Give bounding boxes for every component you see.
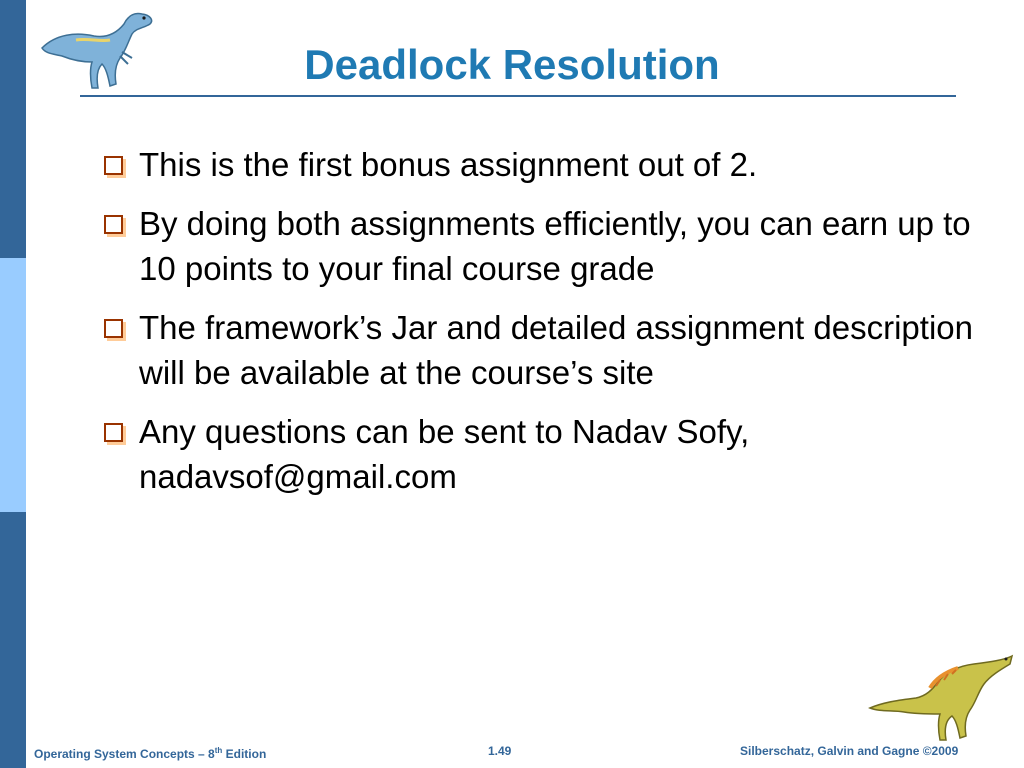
bullet-text: This is the first bonus assignment out of 2.: [139, 146, 758, 183]
checkbox-bullet-icon: [104, 215, 123, 234]
list-item: [102, 142, 982, 187]
checkbox-bullet-icon: [104, 423, 123, 442]
bullet-text: Any questions can be sent to Nadav Sofy, nadavsof@gmail.com: [139, 413, 750, 495]
sidebar-stripe-bottom: [0, 512, 26, 768]
dinosaur-footer-icon: [866, 650, 1016, 746]
title-divider: [80, 95, 956, 97]
sidebar-stripe-middle: [0, 258, 26, 512]
footer-page-number: 1.49: [488, 744, 512, 758]
list-item: [102, 201, 982, 291]
page-title: Deadlock Resolution: [304, 41, 720, 88]
checkbox-bullet-icon: [104, 319, 123, 338]
footer-copyright: Silberschatz, Galvin and Gagne ©2009: [740, 744, 959, 758]
bullet-text: By doing both assignments efficiently, you can earn up to 10 points to your final course grade: [139, 205, 971, 287]
footer-book-title: Operating System Concepts – 8th Edition: [34, 746, 267, 761]
list-item: [102, 305, 982, 395]
bullet-text: The framework’s Jar and detailed assignment description will be available at the course’s site: [139, 309, 973, 391]
list-item: [102, 409, 982, 499]
bullet-list: [102, 142, 982, 513]
checkbox-bullet-icon: [104, 156, 123, 175]
